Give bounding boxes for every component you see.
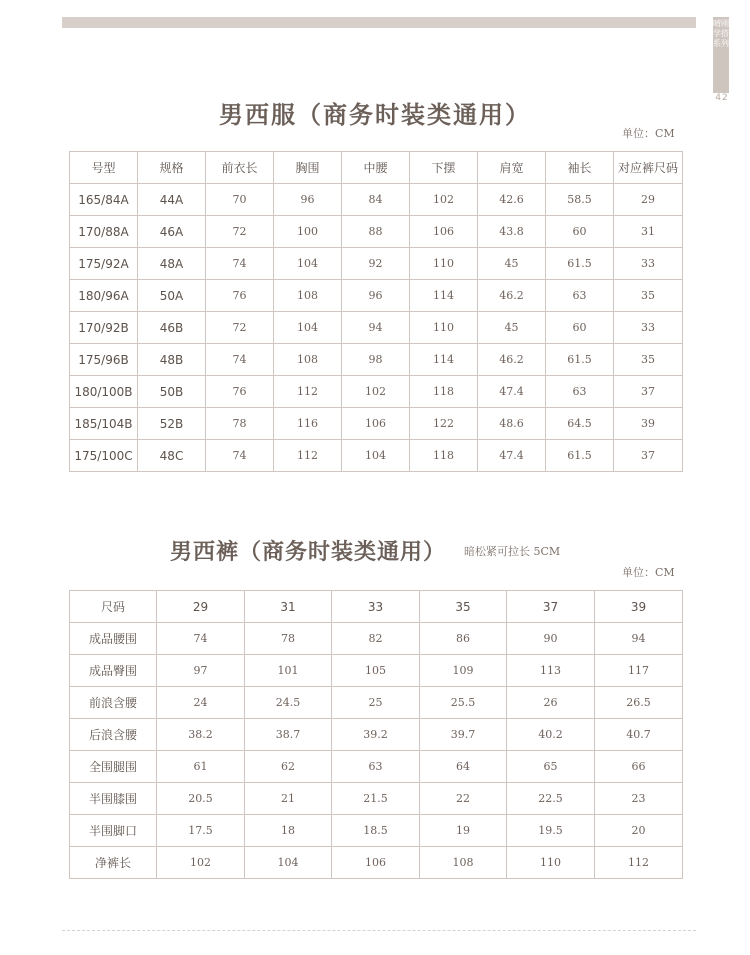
suit-table-cell: 63 <box>546 376 614 408</box>
suit-table-row <box>70 440 683 472</box>
suit-column-header: 胸围 <box>274 152 342 184</box>
suit-table-cell: 63 <box>546 280 614 312</box>
suit-unit-label: 单位：CM <box>622 127 675 140</box>
trousers-table-cell: 前浪含腰 <box>70 687 157 719</box>
suit-table-cell: 175/92A <box>70 248 138 280</box>
suit-table-row <box>70 184 683 216</box>
suit-table-cell: 64.5 <box>546 408 614 440</box>
suit-table-cell: 108 <box>274 280 342 312</box>
suit-table-cell: 61.5 <box>546 440 614 472</box>
suit-table-cell: 180/96A <box>70 280 138 312</box>
suit-table-cell: 108 <box>274 344 342 376</box>
suit-column-header: 中腰 <box>342 152 410 184</box>
suit-table-cell: 46.2 <box>478 344 546 376</box>
trousers-table-row <box>70 655 683 687</box>
trousers-table-row <box>70 623 683 655</box>
trousers-header-row <box>70 591 683 623</box>
suit-table-cell: 112 <box>274 440 342 472</box>
suit-column-header: 前衣长 <box>206 152 274 184</box>
trousers-table-cell: 110 <box>507 847 595 879</box>
suit-table-cell: 33 <box>614 248 683 280</box>
suit-table-cell: 180/100B <box>70 376 138 408</box>
trousers-table-cell: 40.2 <box>507 719 595 751</box>
suit-table-row <box>70 312 683 344</box>
suit-table-cell: 84 <box>342 184 410 216</box>
trousers-table-cell: 61 <box>157 751 245 783</box>
trousers-table-cell: 101 <box>245 655 332 687</box>
suit-table-cell: 112 <box>274 376 342 408</box>
trousers-table-cell: 25 <box>332 687 420 719</box>
suit-table-cell: 45 <box>478 312 546 344</box>
suit-table-cell: 96 <box>342 280 410 312</box>
suit-table-cell: 47.4 <box>478 440 546 472</box>
suit-table-row <box>70 280 683 312</box>
trousers-table-cell: 半围脚口 <box>70 815 157 847</box>
suit-table-cell: 31 <box>614 216 683 248</box>
trousers-table-cell: 65 <box>507 751 595 783</box>
trousers-column-header: 37 <box>507 591 595 623</box>
suit-table-cell: 110 <box>410 312 478 344</box>
suit-table-cell: 48A <box>138 248 206 280</box>
trousers-size-title: 男西裤（商务时装类通用） <box>170 539 447 565</box>
suit-table-cell: 52B <box>138 408 206 440</box>
trousers-table-cell: 20 <box>595 815 683 847</box>
suit-size-title: 男西服（商务时装类通用） <box>219 100 531 129</box>
suit-table-cell: 44A <box>138 184 206 216</box>
trousers-unit-label: 单位：CM <box>622 566 675 579</box>
suit-table-cell: 100 <box>274 216 342 248</box>
suit-table-cell: 37 <box>614 440 683 472</box>
suit-table-cell: 114 <box>410 280 478 312</box>
trousers-table-cell: 20.5 <box>157 783 245 815</box>
suit-table-cell: 48B <box>138 344 206 376</box>
trousers-table-cell: 38.2 <box>157 719 245 751</box>
trousers-column-header: 29 <box>157 591 245 623</box>
suit-table-cell: 170/92B <box>70 312 138 344</box>
trousers-table-cell: 21 <box>245 783 332 815</box>
trousers-table-cell: 38.7 <box>245 719 332 751</box>
suit-table-cell: 102 <box>342 376 410 408</box>
trousers-table-cell: 25.5 <box>420 687 507 719</box>
suit-table-cell: 165/84A <box>70 184 138 216</box>
suit-table-cell: 74 <box>206 440 274 472</box>
trousers-table-cell: 19 <box>420 815 507 847</box>
trousers-table-cell: 24.5 <box>245 687 332 719</box>
trousers-table-cell: 117 <box>595 655 683 687</box>
trousers-table-cell: 108 <box>420 847 507 879</box>
suit-table-cell: 78 <box>206 408 274 440</box>
trousers-table-cell: 24 <box>157 687 245 719</box>
trousers-table-cell: 62 <box>245 751 332 783</box>
trousers-table-cell: 40.7 <box>595 719 683 751</box>
trousers-table-cell: 后浪含腰 <box>70 719 157 751</box>
suit-table-cell: 118 <box>410 376 478 408</box>
trousers-table-cell: 90 <box>507 623 595 655</box>
bottom-dotted-divider <box>62 930 696 931</box>
suit-column-header: 袖长 <box>546 152 614 184</box>
trousers-column-header: 尺码 <box>70 591 157 623</box>
suit-column-header: 对应裤尺码 <box>614 152 683 184</box>
suit-table-cell: 104 <box>274 312 342 344</box>
suit-table-row <box>70 408 683 440</box>
suit-table-cell: 74 <box>206 344 274 376</box>
suit-table-cell: 50A <box>138 280 206 312</box>
trousers-table-cell: 18 <box>245 815 332 847</box>
suit-table-cell: 74 <box>206 248 274 280</box>
suit-table-cell: 114 <box>410 344 478 376</box>
suit-table-cell: 50B <box>138 376 206 408</box>
suit-table-cell: 104 <box>342 440 410 472</box>
trousers-table-cell: 半围膝围 <box>70 783 157 815</box>
suit-table-cell: 58.5 <box>546 184 614 216</box>
suit-table-cell: 47.4 <box>478 376 546 408</box>
trousers-table-cell: 74 <box>157 623 245 655</box>
trousers-table-cell: 19.5 <box>507 815 595 847</box>
trousers-table-cell: 105 <box>332 655 420 687</box>
suit-column-header: 肩宽 <box>478 152 546 184</box>
suit-table-cell: 185/104B <box>70 408 138 440</box>
trousers-table-cell: 全围腿围 <box>70 751 157 783</box>
suit-table-cell: 88 <box>342 216 410 248</box>
suit-table-row <box>70 344 683 376</box>
suit-table-cell: 175/100C <box>70 440 138 472</box>
suit-table-cell: 60 <box>546 312 614 344</box>
suit-column-header: 规格 <box>138 152 206 184</box>
suit-table-cell: 46B <box>138 312 206 344</box>
trousers-table-cell: 63 <box>332 751 420 783</box>
suit-table-cell: 43.8 <box>478 216 546 248</box>
suit-table-cell: 48C <box>138 440 206 472</box>
suit-table-cell: 33 <box>614 312 683 344</box>
suit-table-cell: 116 <box>274 408 342 440</box>
suit-table-cell: 122 <box>410 408 478 440</box>
suit-table-cell: 29 <box>614 184 683 216</box>
trousers-table-cell: 112 <box>595 847 683 879</box>
suit-table-row <box>70 216 683 248</box>
trousers-table-cell: 成品臀围 <box>70 655 157 687</box>
suit-table-cell: 70 <box>206 184 274 216</box>
trousers-table-cell: 66 <box>595 751 683 783</box>
page-number: 42 <box>715 93 729 103</box>
trousers-table-cell: 成品腰围 <box>70 623 157 655</box>
trousers-table-cell: 104 <box>245 847 332 879</box>
trousers-table-cell: 26 <box>507 687 595 719</box>
suit-table-cell: 72 <box>206 312 274 344</box>
suit-table-cell: 72 <box>206 216 274 248</box>
suit-table-row <box>70 376 683 408</box>
trousers-table-cell: 18.5 <box>332 815 420 847</box>
suit-table-cell: 110 <box>410 248 478 280</box>
suit-table-cell: 118 <box>410 440 478 472</box>
trousers-table-cell: 86 <box>420 623 507 655</box>
trousers-table-row <box>70 815 683 847</box>
suit-table-cell: 170/88A <box>70 216 138 248</box>
suit-table-cell: 61.5 <box>546 248 614 280</box>
trousers-table-row <box>70 783 683 815</box>
trousers-table-cell: 106 <box>332 847 420 879</box>
suit-table-cell: 98 <box>342 344 410 376</box>
trousers-column-header: 31 <box>245 591 332 623</box>
trousers-table-cell: 102 <box>157 847 245 879</box>
suit-table-cell: 42.6 <box>478 184 546 216</box>
trousers-table-row <box>70 847 683 879</box>
trousers-table-cell: 82 <box>332 623 420 655</box>
suit-size-table <box>69 151 683 472</box>
trousers-table-cell: 109 <box>420 655 507 687</box>
trousers-table-cell: 78 <box>245 623 332 655</box>
trousers-table-cell: 64 <box>420 751 507 783</box>
trousers-table-cell: 94 <box>595 623 683 655</box>
trousers-table-cell: 21.5 <box>332 783 420 815</box>
trousers-column-header: 33 <box>332 591 420 623</box>
trousers-size-table <box>69 590 683 879</box>
suit-table-cell: 46A <box>138 216 206 248</box>
trousers-column-header: 39 <box>595 591 683 623</box>
suit-table-cell: 76 <box>206 376 274 408</box>
suit-table-cell: 94 <box>342 312 410 344</box>
suit-column-header: 下摆 <box>410 152 478 184</box>
trousers-table-row <box>70 719 683 751</box>
trousers-table-cell: 39.7 <box>420 719 507 751</box>
suit-table-row <box>70 248 683 280</box>
suit-table-cell: 46.2 <box>478 280 546 312</box>
trousers-table-row <box>70 687 683 719</box>
trousers-table-cell: 22.5 <box>507 783 595 815</box>
suit-table-cell: 102 <box>410 184 478 216</box>
suit-table-cell: 37 <box>614 376 683 408</box>
trousers-table-cell: 26.5 <box>595 687 683 719</box>
trousers-table-cell: 97 <box>157 655 245 687</box>
trousers-table-cell: 净裤长 <box>70 847 157 879</box>
suit-table-cell: 61.5 <box>546 344 614 376</box>
suit-table-cell: 92 <box>342 248 410 280</box>
suit-table-cell: 39 <box>614 408 683 440</box>
trousers-table-cell: 39.2 <box>332 719 420 751</box>
top-decor-bar <box>62 17 696 28</box>
trousers-column-header: 35 <box>420 591 507 623</box>
suit-column-header: 号型 <box>70 152 138 184</box>
suit-table-cell: 106 <box>410 216 478 248</box>
suit-table-cell: 60 <box>546 216 614 248</box>
suit-table-cell: 76 <box>206 280 274 312</box>
trousers-table-cell: 113 <box>507 655 595 687</box>
suit-table-cell: 106 <box>342 408 410 440</box>
suit-table-cell: 35 <box>614 280 683 312</box>
suit-table-cell: 175/96B <box>70 344 138 376</box>
suit-table-cell: 35 <box>614 344 683 376</box>
trousers-table-cell: 17.5 <box>157 815 245 847</box>
suit-table-cell: 104 <box>274 248 342 280</box>
trousers-table-cell: 22 <box>420 783 507 815</box>
side-tab <box>713 17 729 93</box>
suit-header-row <box>70 152 683 184</box>
side-tab-text: 晴刚学搭系列 <box>713 19 729 48</box>
suit-table-cell: 45 <box>478 248 546 280</box>
trousers-table-row <box>70 751 683 783</box>
trousers-table-cell: 23 <box>595 783 683 815</box>
suit-table-cell: 48.6 <box>478 408 546 440</box>
suit-table-cell: 96 <box>274 184 342 216</box>
waist-elastic-note: 暗松紧可拉长 5CM <box>464 545 561 558</box>
